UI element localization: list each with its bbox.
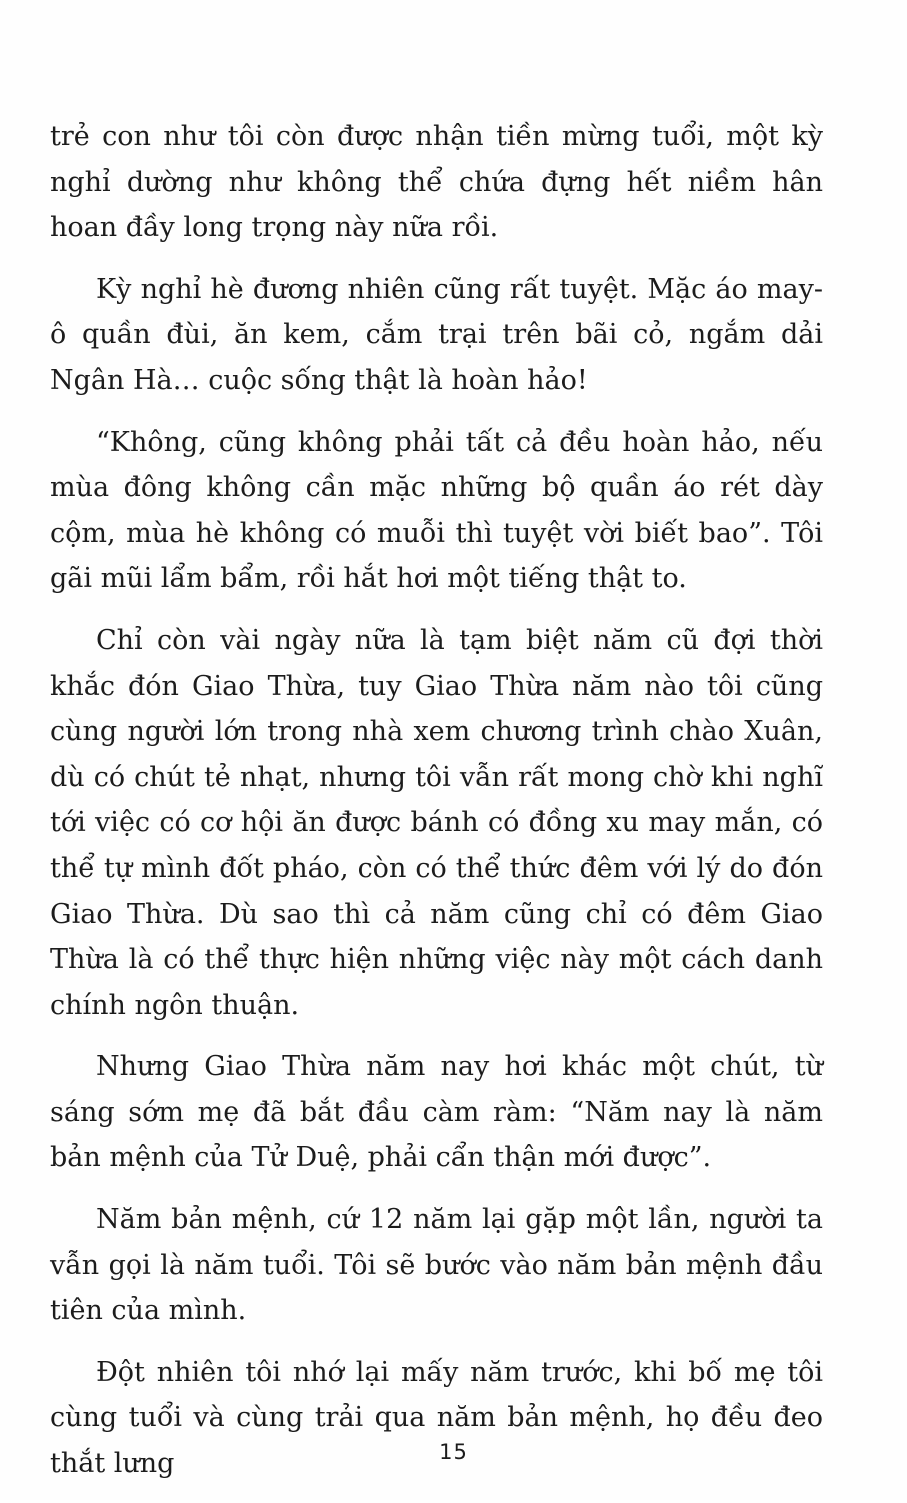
paragraph: Kỳ nghỉ hè đương nhiên cũng rất tuyệt. Mặc áo may-ô quần đùi, ăn kem, cắm trại trên bãi cỏ, ngắm dải Ngân Hà… cuộc sống thật là hoàn hảo! — [50, 273, 823, 396]
paragraph: Đột nhiên tôi nhớ lại mấy năm trước, khi bố mẹ tôi cùng tuổi và cùng trải qua năm bản mệnh, họ đều đeo thắt lưng — [50, 1356, 823, 1480]
paragraph: Nhưng Giao Thừa năm nay hơi khác một chút, từ sáng sớm mẹ đã bắt đầu càm ràm: “Năm nay là năm bản mệnh của Tử Duệ, phải cẩn thận mới được”. — [50, 1051, 823, 1174]
paragraph: Năm bản mệnh, cứ 12 năm lại gặp một lần, người ta vẫn gọi là năm tuổi. Tôi sẽ bước vào năm bản mệnh đầu tiên của mình. — [50, 1204, 823, 1327]
paragraph: Chỉ còn vài ngày nữa là tạm biệt năm cũ đợi thời khắc đón Giao Thừa, tuy Giao Thừa năm nào tôi cũng cùng người lớn trong nhà xem chương trình chào Xuân, dù có chút tẻ nhạt, nhưng tôi vẫn rất mong chờ khi nghĩ tới việc có cơ hội ăn được bánh có đồng xu may mắn, có thể tự mình đốt pháo, còn có thể thức đêm với lý do đón Giao Thừa. Dù sao thì cả năm cũng chỉ có đêm Giao Thừa là có thể thực hiện những việc này một cách danh chính ngôn thuận. — [50, 624, 823, 1021]
paragraph-continued: trẻ con như tôi còn được nhận tiền mừng tuổi, một kỳ nghỉ dường như không thể chứa đựng hết niềm hân hoan đầy long trọng này nữa rồi. — [50, 121, 823, 244]
paragraph: “Không, cũng không phải tất cả đều hoàn hảo, nếu mùa đông không cần mặc những bộ quần áo rét dày cộm, mùa hè không có muỗi thì tuyệt vời biết bao”. Tôi gãi mũi lẩm bẩm, rồi hắt hơi một tiếng thật to. — [50, 426, 823, 595]
body-text — [50, 114, 823, 1503]
page-number: 15 — [439, 1440, 468, 1464]
